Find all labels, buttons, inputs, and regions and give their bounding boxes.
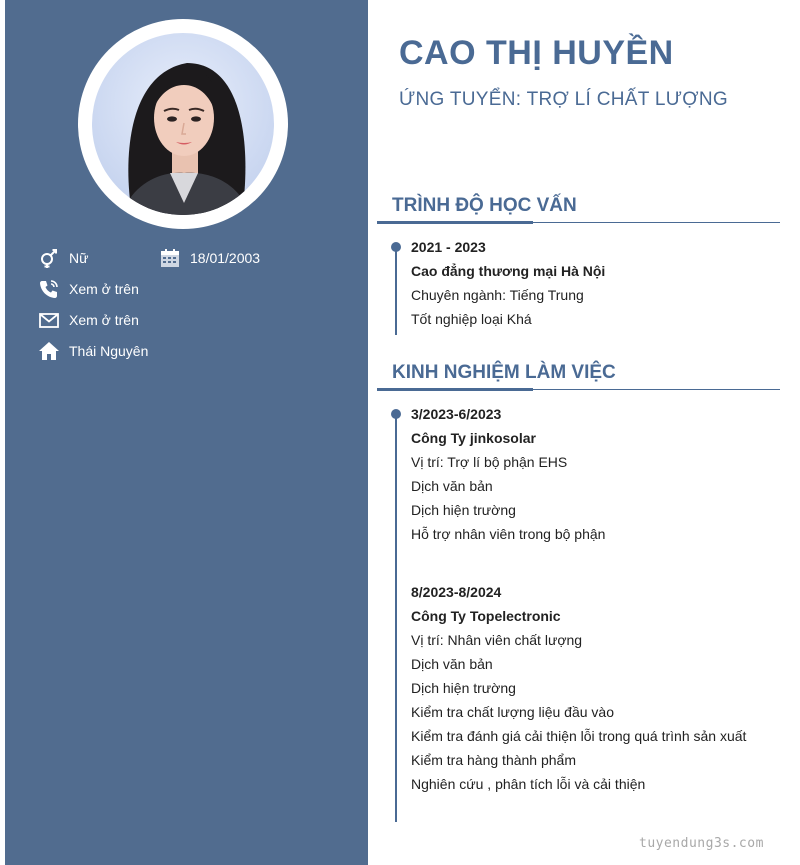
experience-period: 3/2023-6/2023 (411, 406, 502, 422)
experience-line: Dịch hiện trường (411, 502, 516, 518)
email-icon (38, 309, 60, 331)
contact-address (38, 340, 148, 362)
sidebar (5, 0, 368, 865)
calendar-icon (159, 247, 181, 269)
birthday-value: 18/01/2003 (190, 250, 261, 266)
experience-period: 8/2023-8/2024 (411, 584, 502, 600)
experience-line: Nghiên cứu , phân tích lỗi và cải thiện (411, 776, 646, 792)
email-value: Xem ở trên (69, 312, 139, 328)
timeline-dot (391, 242, 401, 252)
avatar (92, 33, 274, 215)
contact-birthday (159, 247, 260, 269)
avatar-frame (78, 19, 288, 229)
experience-line: Vị trí: Trợ lí bộ phận EHS (411, 454, 568, 470)
education-period: 2021 - 2023 (411, 239, 486, 255)
timeline-dot (391, 409, 401, 419)
watermark: tuyendung3s.com (639, 836, 764, 851)
home-icon (38, 340, 60, 362)
education-line: Chuyên ngành: Tiếng Trung (411, 287, 584, 303)
candidate-name: CAO THỊ HUYỀN (399, 34, 674, 72)
phone-value: Xem ở trên (69, 281, 139, 297)
experience-line: Dịch hiện trường (411, 680, 516, 696)
education-line: Tốt nghiệp loại Khá (411, 311, 532, 327)
contact-gender (38, 247, 88, 269)
experience-line: Kiểm tra hàng thành phẩm (411, 752, 576, 768)
experience-company: Công Ty Topelectronic (411, 608, 561, 624)
gender-icon (38, 247, 60, 269)
experience-timeline (395, 414, 397, 822)
contact-phone (38, 278, 139, 300)
experience-line: Dịch văn bản (411, 656, 493, 672)
address-value: Thái Nguyên (69, 343, 149, 359)
experience-line: Vị trí: Nhân viên chất lượng (411, 632, 583, 648)
experience-line: Kiểm tra đánh giá cải thiện lỗi trong quá trình sản xuất (411, 728, 747, 744)
experience-line: Dịch văn bản (411, 478, 493, 494)
phone-icon (38, 278, 60, 300)
experience-line: Kiểm tra chất lượng liệu đầu vào (411, 704, 614, 720)
education-school: Cao đẳng thương mại Hà Nội (411, 263, 606, 279)
experience-divider-accent (377, 388, 533, 391)
experience-company: Công Ty jinkosolar (411, 430, 536, 446)
experience-heading: KINH NGHIỆM LÀM VIỆC (392, 362, 616, 383)
portrait-illustration (92, 33, 274, 215)
education-timeline (395, 247, 397, 335)
education-heading: TRÌNH ĐỘ HỌC VẤN (392, 195, 577, 216)
experience-line: Hỗ trợ nhân viên trong bộ phận (411, 526, 606, 542)
applied-position: ỨNG TUYỂN: TRỢ LÍ CHẤT LƯỢNG (399, 89, 728, 110)
gender-value: Nữ (69, 250, 89, 266)
education-divider-accent (377, 221, 533, 224)
contact-email (38, 309, 139, 331)
